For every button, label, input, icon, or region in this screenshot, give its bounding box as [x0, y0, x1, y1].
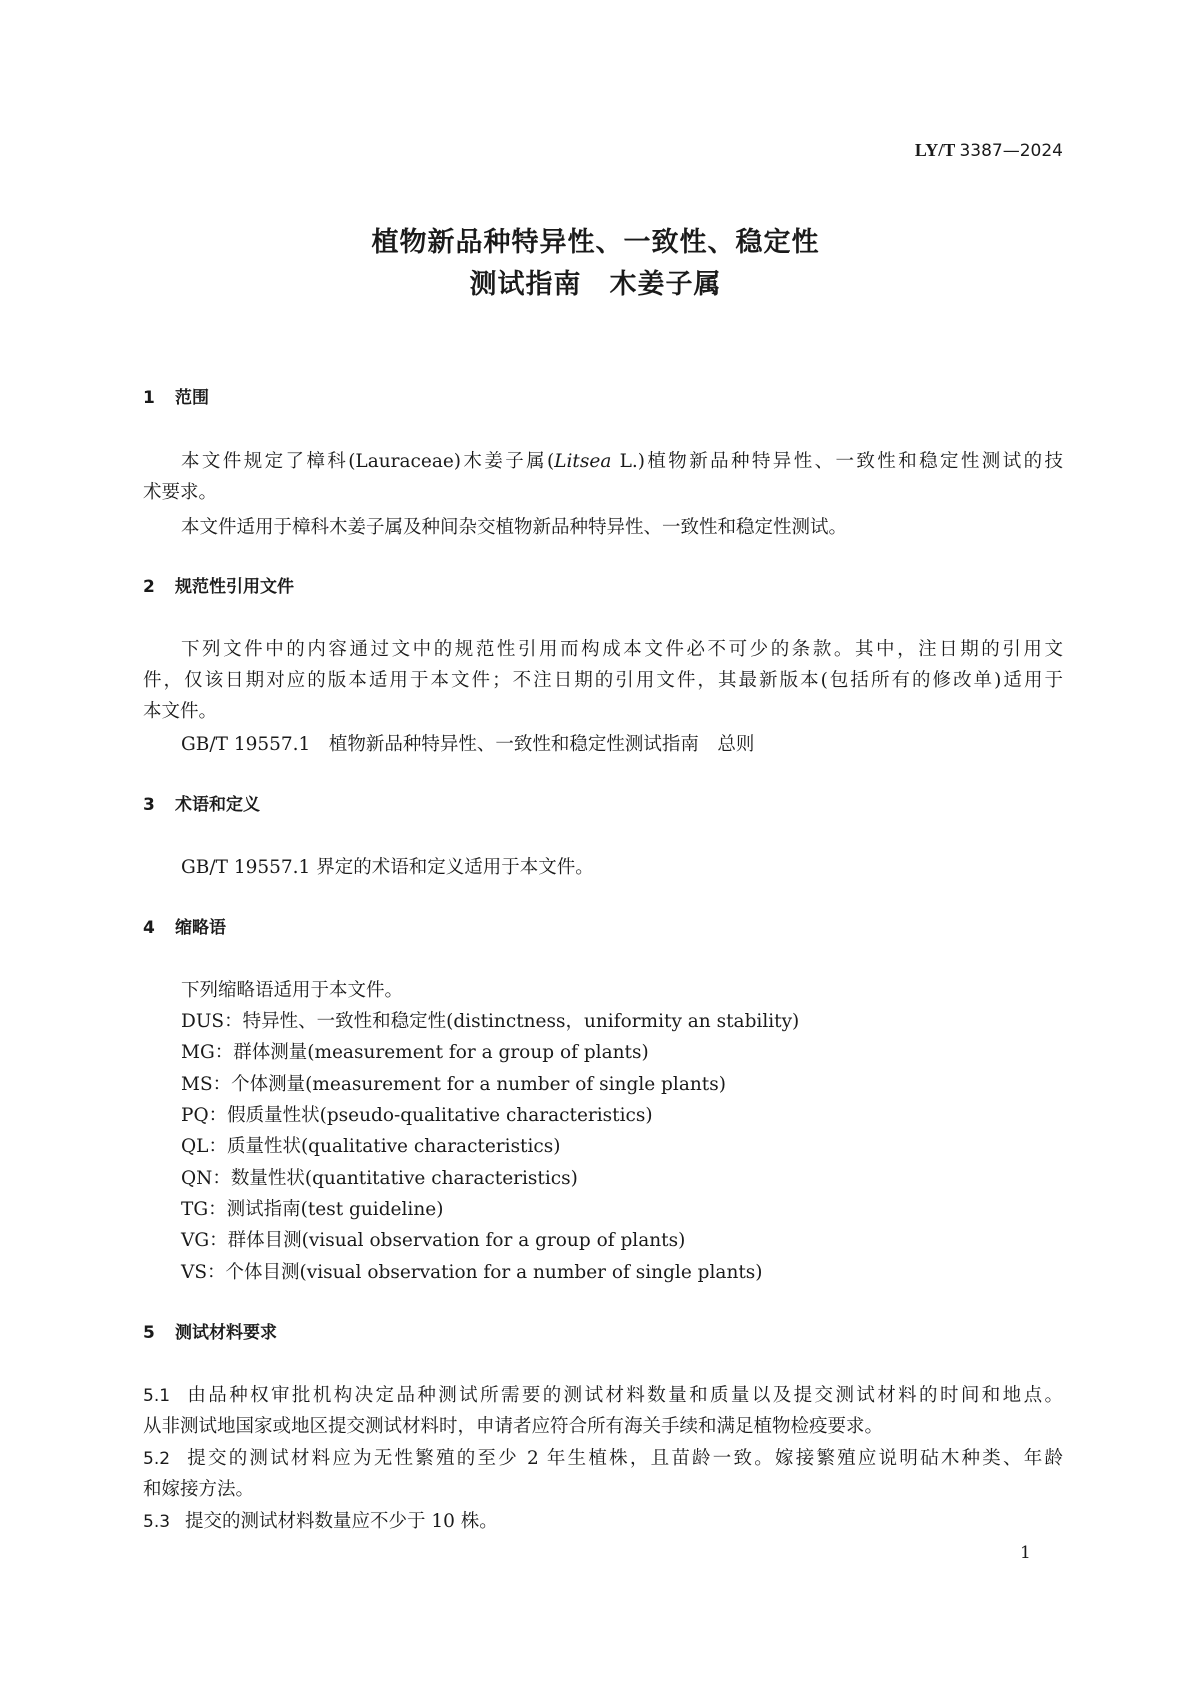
abbreviation-item: MG：群体测量(measurement for a group of plants) — [181, 1042, 649, 1063]
section-title: 术语和定义 — [175, 795, 260, 815]
section-number: 4 — [143, 918, 155, 938]
section-title: 规范性引用文件 — [175, 577, 294, 597]
section-number: 1 — [143, 388, 155, 408]
section-number: 5 — [143, 1323, 155, 1343]
document-title-line2: 测试指南 木姜子属 — [469, 269, 722, 300]
clause-line: 从非测试地国家或地区提交测试材料时，申请者应符合所有海关手续和满足植物检疫要求。 — [143, 1416, 884, 1437]
clause-5-1 — [143, 1384, 1063, 1408]
section-number: 3 — [143, 795, 155, 815]
section-heading-1 — [143, 386, 1063, 410]
paragraph-line: 术要求。 — [143, 482, 218, 503]
clause-line: 和嫁接方法。 — [143, 1479, 255, 1500]
text: 本文件规定了樟科(Lauraceae)木姜子属( — [181, 451, 555, 472]
section-number: 2 — [143, 577, 155, 597]
abbreviation-item: DUS：特异性、一致性和稳定性(distinctness，uniformity an stability) — [181, 1011, 800, 1032]
paragraph: 本文件适用于樟科木姜子属及种间杂交植物新品种特异性、一致性和稳定性测试。 — [181, 517, 848, 538]
clause-number: 5.2 — [143, 1449, 171, 1469]
abbreviation-intro: 下列缩略语适用于本文件。 — [181, 980, 404, 1001]
abbreviation-item: QL：质量性状(qualitative characteristics) — [181, 1136, 561, 1157]
paragraph-line: 本文件。 — [143, 701, 218, 722]
paragraph: GB/T 19557.1 界定的术语和定义适用于本文件。 — [181, 857, 594, 878]
clause-number: 5.3 — [143, 1512, 171, 1532]
section-title: 测试材料要求 — [175, 1323, 277, 1343]
standard-code: LY/T — [914, 140, 955, 160]
page-number: 1 — [1020, 1543, 1031, 1563]
clause-text: 提交的测试材料应为无性繁殖的至少 2 年生植株，且苗龄一致。嫁接繁殖应说明砧木种类、年龄 — [185, 1448, 1063, 1469]
genus-name: Litsea — [554, 451, 612, 472]
clause-text: 提交的测试材料数量应不少于 10 株。 — [185, 1511, 498, 1532]
paragraph-line: 下列文件中的内容通过文中的规范性引用而构成本文件必不可少的条款。其中，注日期的引用文 — [181, 639, 1063, 660]
standard-number — [915, 140, 1063, 161]
abbreviation-item: MS：个体测量(measurement for a number of single plants) — [181, 1074, 726, 1095]
abbreviation-item: VS：个体目测(visual observation for a number of single plants) — [181, 1262, 763, 1283]
abbreviation-item: TG：测试指南(test guideline) — [181, 1199, 444, 1220]
clause-number: 5.1 — [143, 1386, 171, 1406]
normative-reference: GB/T 19557.1 植物新品种特异性、一致性和稳定性测试指南 总则 — [181, 734, 755, 755]
section-heading-4 — [143, 916, 1063, 940]
abbreviation-item: VG：群体目测(visual observation for a group of plants) — [181, 1230, 686, 1251]
clause-text: 由品种权审批机构决定品种测试所需要的测试材料数量和质量以及提交测试材料的时间和地点。 — [185, 1385, 1063, 1406]
clause-5-3 — [143, 1510, 1063, 1534]
section-heading-5 — [143, 1321, 1063, 1345]
clause-5-2 — [143, 1447, 1063, 1471]
text: L.)植物新品种特异性、一致性和稳定性测试的技 — [611, 451, 1063, 472]
section-title: 缩略语 — [175, 918, 226, 938]
paragraph-line — [181, 450, 1063, 474]
section-heading-2 — [143, 575, 1063, 599]
abbreviation-item: QN：数量性状(quantitative characteristics) — [181, 1168, 578, 1189]
abbreviation-item: PQ：假质量性状(pseudo-qualitative characteristics) — [181, 1105, 653, 1126]
standard-year: 3387—2024 — [959, 141, 1063, 161]
section-title: 范围 — [175, 388, 209, 408]
section-heading-3 — [143, 793, 1063, 817]
document-title-line1: 植物新品种特异性、一致性、稳定性 — [371, 227, 820, 258]
paragraph-line: 件，仅该日期对应的版本适用于本文件；不注日期的引用文件，其最新版本(包括所有的修改单)适用于 — [143, 670, 1063, 691]
